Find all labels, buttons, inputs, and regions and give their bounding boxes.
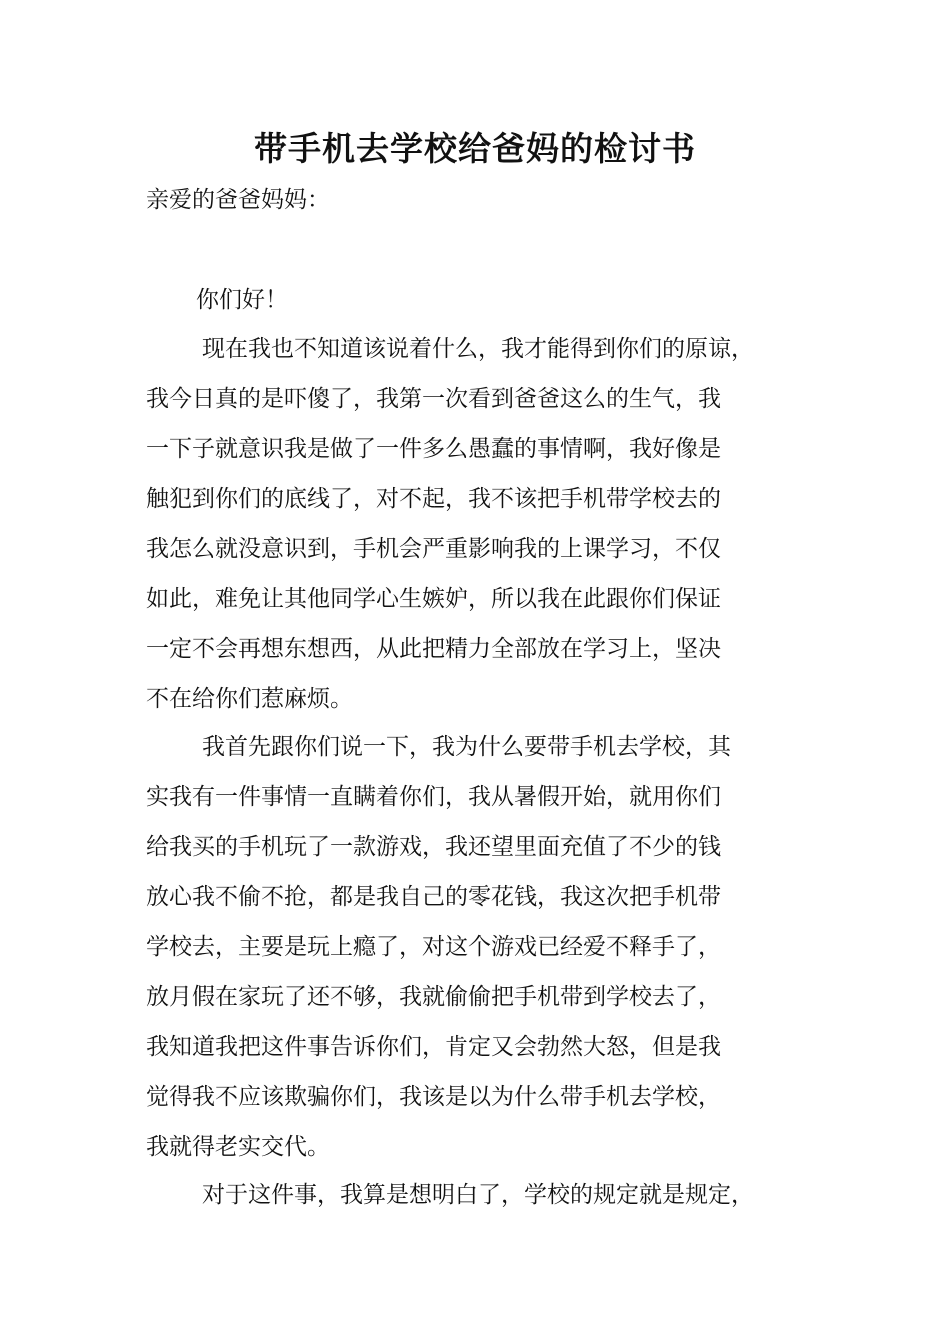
paragraph-line: 一定不会再想东想西，从此把精力全部放在学习上，坚决	[146, 636, 721, 662]
paragraph-line: 我就得老实交代。	[146, 1134, 330, 1160]
paragraph-line: 学校去，主要是玩上瘾了，对这个游戏已经爱不释手了，	[146, 934, 721, 960]
paragraph-line: 我知道我把这件事告诉你们，肯定又会勃然大怒，但是我	[146, 1034, 721, 1060]
paragraph-2	[146, 722, 846, 1172]
document-title: 带手机去学校给爸妈的检讨书	[254, 129, 696, 168]
paragraph-line: 给我买的手机玩了一款游戏，我还望里面充值了不少的钱	[146, 834, 721, 860]
paragraph-line: 触犯到你们的底线了，对不起，我不该把手机带学校去的	[146, 486, 721, 512]
paragraph-line: 一下子就意识我是做了一件多么愚蠢的事情啊，我好像是	[146, 436, 721, 462]
paragraph-line: 如此，难免让其他同学心生嫉妒，所以我在此跟你们保证	[146, 586, 721, 612]
paragraph-3	[146, 1170, 846, 1220]
paragraph-line: 对于这件事，我算是想明白了，学校的规定就是规定，	[202, 1182, 754, 1208]
paragraph-line: 我今日真的是吓傻了，我第一次看到爸爸这么的生气，我	[146, 386, 721, 412]
paragraph-line: 不在给你们惹麻烦。	[146, 686, 353, 712]
paragraph-line: 放心我不偷不抢，都是我自己的零花钱，我这次把手机带	[146, 884, 721, 910]
paragraph-1	[146, 324, 846, 724]
paragraph-line: 放月假在家玩了还不够，我就偷偷把手机带到学校去了，	[146, 984, 721, 1010]
paragraph-line: 我首先跟你们说一下，我为什么要带手机去学校，其	[202, 734, 731, 760]
paragraph-line: 觉得我不应该欺骗你们，我该是以为什么带手机去学校，	[146, 1084, 721, 1110]
paragraph-line: 实我有一件事情一直瞒着你们，我从暑假开始，就用你们	[146, 784, 721, 810]
greeting: 你们好！	[196, 287, 288, 313]
paragraph-line: 现在我也不知道该说着什么，我才能得到你们的原谅，	[202, 336, 754, 362]
salutation: 亲爱的爸爸妈妈：	[146, 187, 330, 213]
paragraph-line: 我怎么就没意识到，手机会严重影响我的上课学习，不仅	[146, 536, 721, 562]
